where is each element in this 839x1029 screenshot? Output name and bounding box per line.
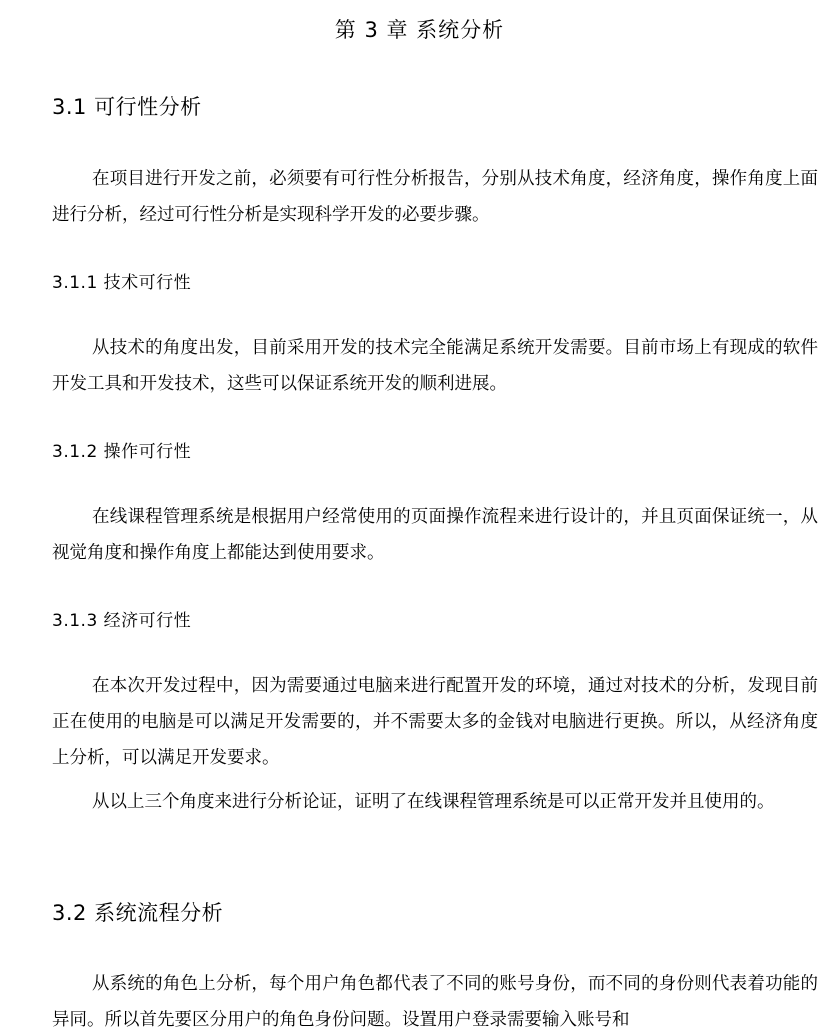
chapter-title: 第 3 章 系统分析 (334, 18, 505, 42)
section-heading-3-1: 3.1 可行性分析 (52, 95, 202, 119)
section-heading-3-1-3: 3.1.3 经济可行性 (52, 611, 192, 631)
section-heading-3-1-2: 3.1.2 操作可行性 (52, 442, 192, 462)
paragraph-operational-feasibility: 在线课程管理系统是根据用户经常使用的页面操作流程来进行设计的，并且页面保证统一，从视觉角度和操作角度上都能达到使用要求。 (52, 507, 818, 563)
paragraph-technical-feasibility: 从技术的角度出发，目前采用开发的技术完全能满足系统开发需要。目前市场上有现成的软件开发工具和开发技术，这些可以保证系统开发的顺利进展。 (52, 338, 818, 394)
paragraph-feasibility-intro: 在项目进行开发之前，必须要有可行性分析报告，分别从技术角度，经济角度，操作角度上面进行分析，经过可行性分析是实现科学开发的必要步骤。 (52, 169, 818, 225)
paragraph-economic-feasibility: 在本次开发过程中，因为需要通过电脑来进行配置开发的环境，通过对技术的分析，发现目前正在使用的电脑是可以满足开发需要的，并不需要太多的金钱对电脑进行更换。所以，从经济角度上分析，可以满足开发要求。 (52, 676, 818, 768)
paragraph-feasibility-conclusion: 从以上三个角度来进行分析论证，证明了在线课程管理系统是可以正常开发并且使用的。 (92, 792, 775, 812)
section-heading-3-2: 3.2 系统流程分析 (52, 901, 224, 925)
paragraph-system-flow: 从系统的角色上分析，每个用户角色都代表了不同的账号身份，而不同的身份则代表着功能的异同。所以首先要区分用户的角色身份问题。设置用户登录需要输入账号和 (52, 974, 818, 1029)
section-heading-3-1-1: 3.1.1 技术可行性 (52, 273, 192, 293)
